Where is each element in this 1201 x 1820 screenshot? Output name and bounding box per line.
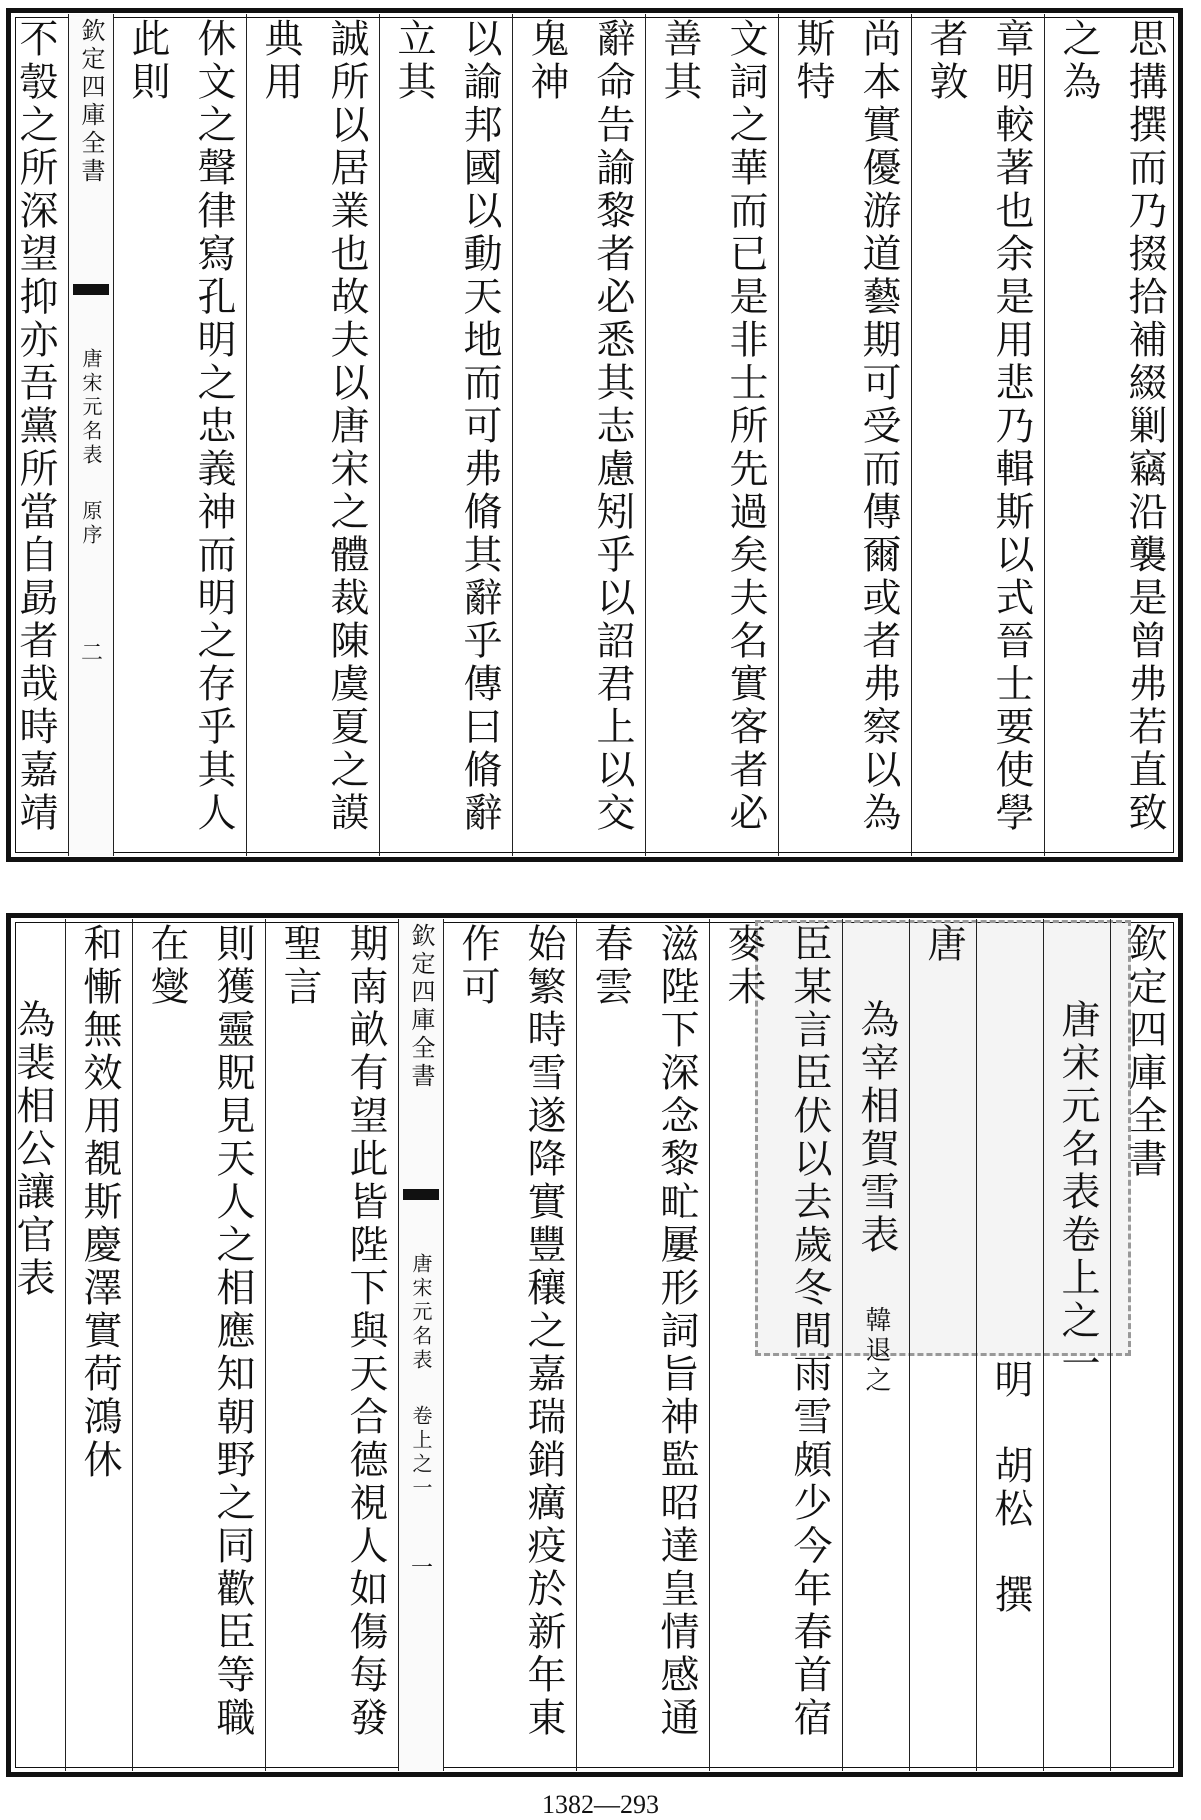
dynasty-column: 唐: [909, 919, 976, 1771]
page-number: 1382—293: [542, 1790, 659, 1819]
center-subtitle-2: 原序: [79, 500, 103, 548]
section-title-column: 為裴相公讓官表: [0, 919, 65, 1771]
text-column: 不彀之所深望抑亦吾黨所當自勗者哉時嘉靖: [0, 14, 68, 856]
text-column: 則獲靈貺見天人之相應知朝野之同歡臣等職在燮: [132, 919, 265, 1771]
text-column: 休文之聲律寫孔明之忠義神而明之存乎其人此則: [113, 14, 246, 856]
center-subtitle-2: 卷上之一: [409, 1405, 433, 1501]
text-column: 滋陛下深念黎甿屢形詞旨神監昭達皇情感通春雲: [576, 919, 709, 1771]
bottom-page: [0, 905, 1201, 1785]
center-subtitle: 唐宋元名表: [79, 348, 103, 468]
text-column: 章明較著也余是用悲乃輯斯以式晉士要使學者敦: [911, 14, 1044, 856]
center-title: 欽定四庫全書: [77, 18, 105, 186]
folio-number: 一: [411, 1556, 438, 1581]
center-fold-column: [68, 14, 113, 856]
text-column: 辭命告諭黎者必悉其志慮矧乎以詔君上以交鬼神: [512, 14, 645, 856]
center-subtitle: 唐宋元名表: [409, 1253, 433, 1373]
book-title-column: 唐宋元名表卷上之一: [1043, 919, 1110, 1771]
text-column: 始繁時雪遂降實豐穰之嘉瑞銷癘疫於新年東作可: [443, 919, 576, 1771]
text-column: 思搆撰而乃掇拾補綴剿竊沿襲是曾弗若直致之為: [1044, 14, 1177, 856]
text-column: 尚本實優游道藝期可受而傳爾或者弗察以為斯特: [778, 14, 911, 856]
section-title: 為宰相賀雪表: [854, 999, 899, 1257]
center-title: 欽定四庫全書: [407, 923, 435, 1091]
folio-number: 二: [81, 641, 108, 666]
header-column: 欽定四庫全書: [1110, 919, 1177, 1771]
author-column: 明 胡松 撰: [976, 919, 1043, 1771]
section-title-column: [842, 919, 909, 1771]
text-column: 和慚無效用覩斯慶澤實荷鴻休: [65, 919, 132, 1771]
text-column: 期南畝有望此皆陛下與天合德視人如傷每發聖言: [265, 919, 398, 1771]
text-column: 文詞之華而已是非士所先過矣夫名實客者必善其: [645, 14, 778, 856]
top-page: [0, 0, 1201, 870]
text-column: 誠所以居業也故夫以唐宋之體裁陳虞夏之謨典用: [246, 14, 379, 856]
text-column: 以諭邦國以動天地而可弗脩其辭乎傳曰脩辭立其: [379, 14, 512, 856]
text-column: 臣某言臣伏以去歲冬間雨雪頗少今年春首宿麥未: [709, 919, 842, 1771]
fishtail-icon: [73, 284, 109, 312]
center-fold-column: [398, 919, 443, 1771]
fishtail-icon: [403, 1189, 439, 1217]
top-page-columns: [12, 14, 1177, 856]
section-author: 韓退之: [861, 1306, 891, 1396]
bottom-page-columns: [12, 919, 1177, 1771]
